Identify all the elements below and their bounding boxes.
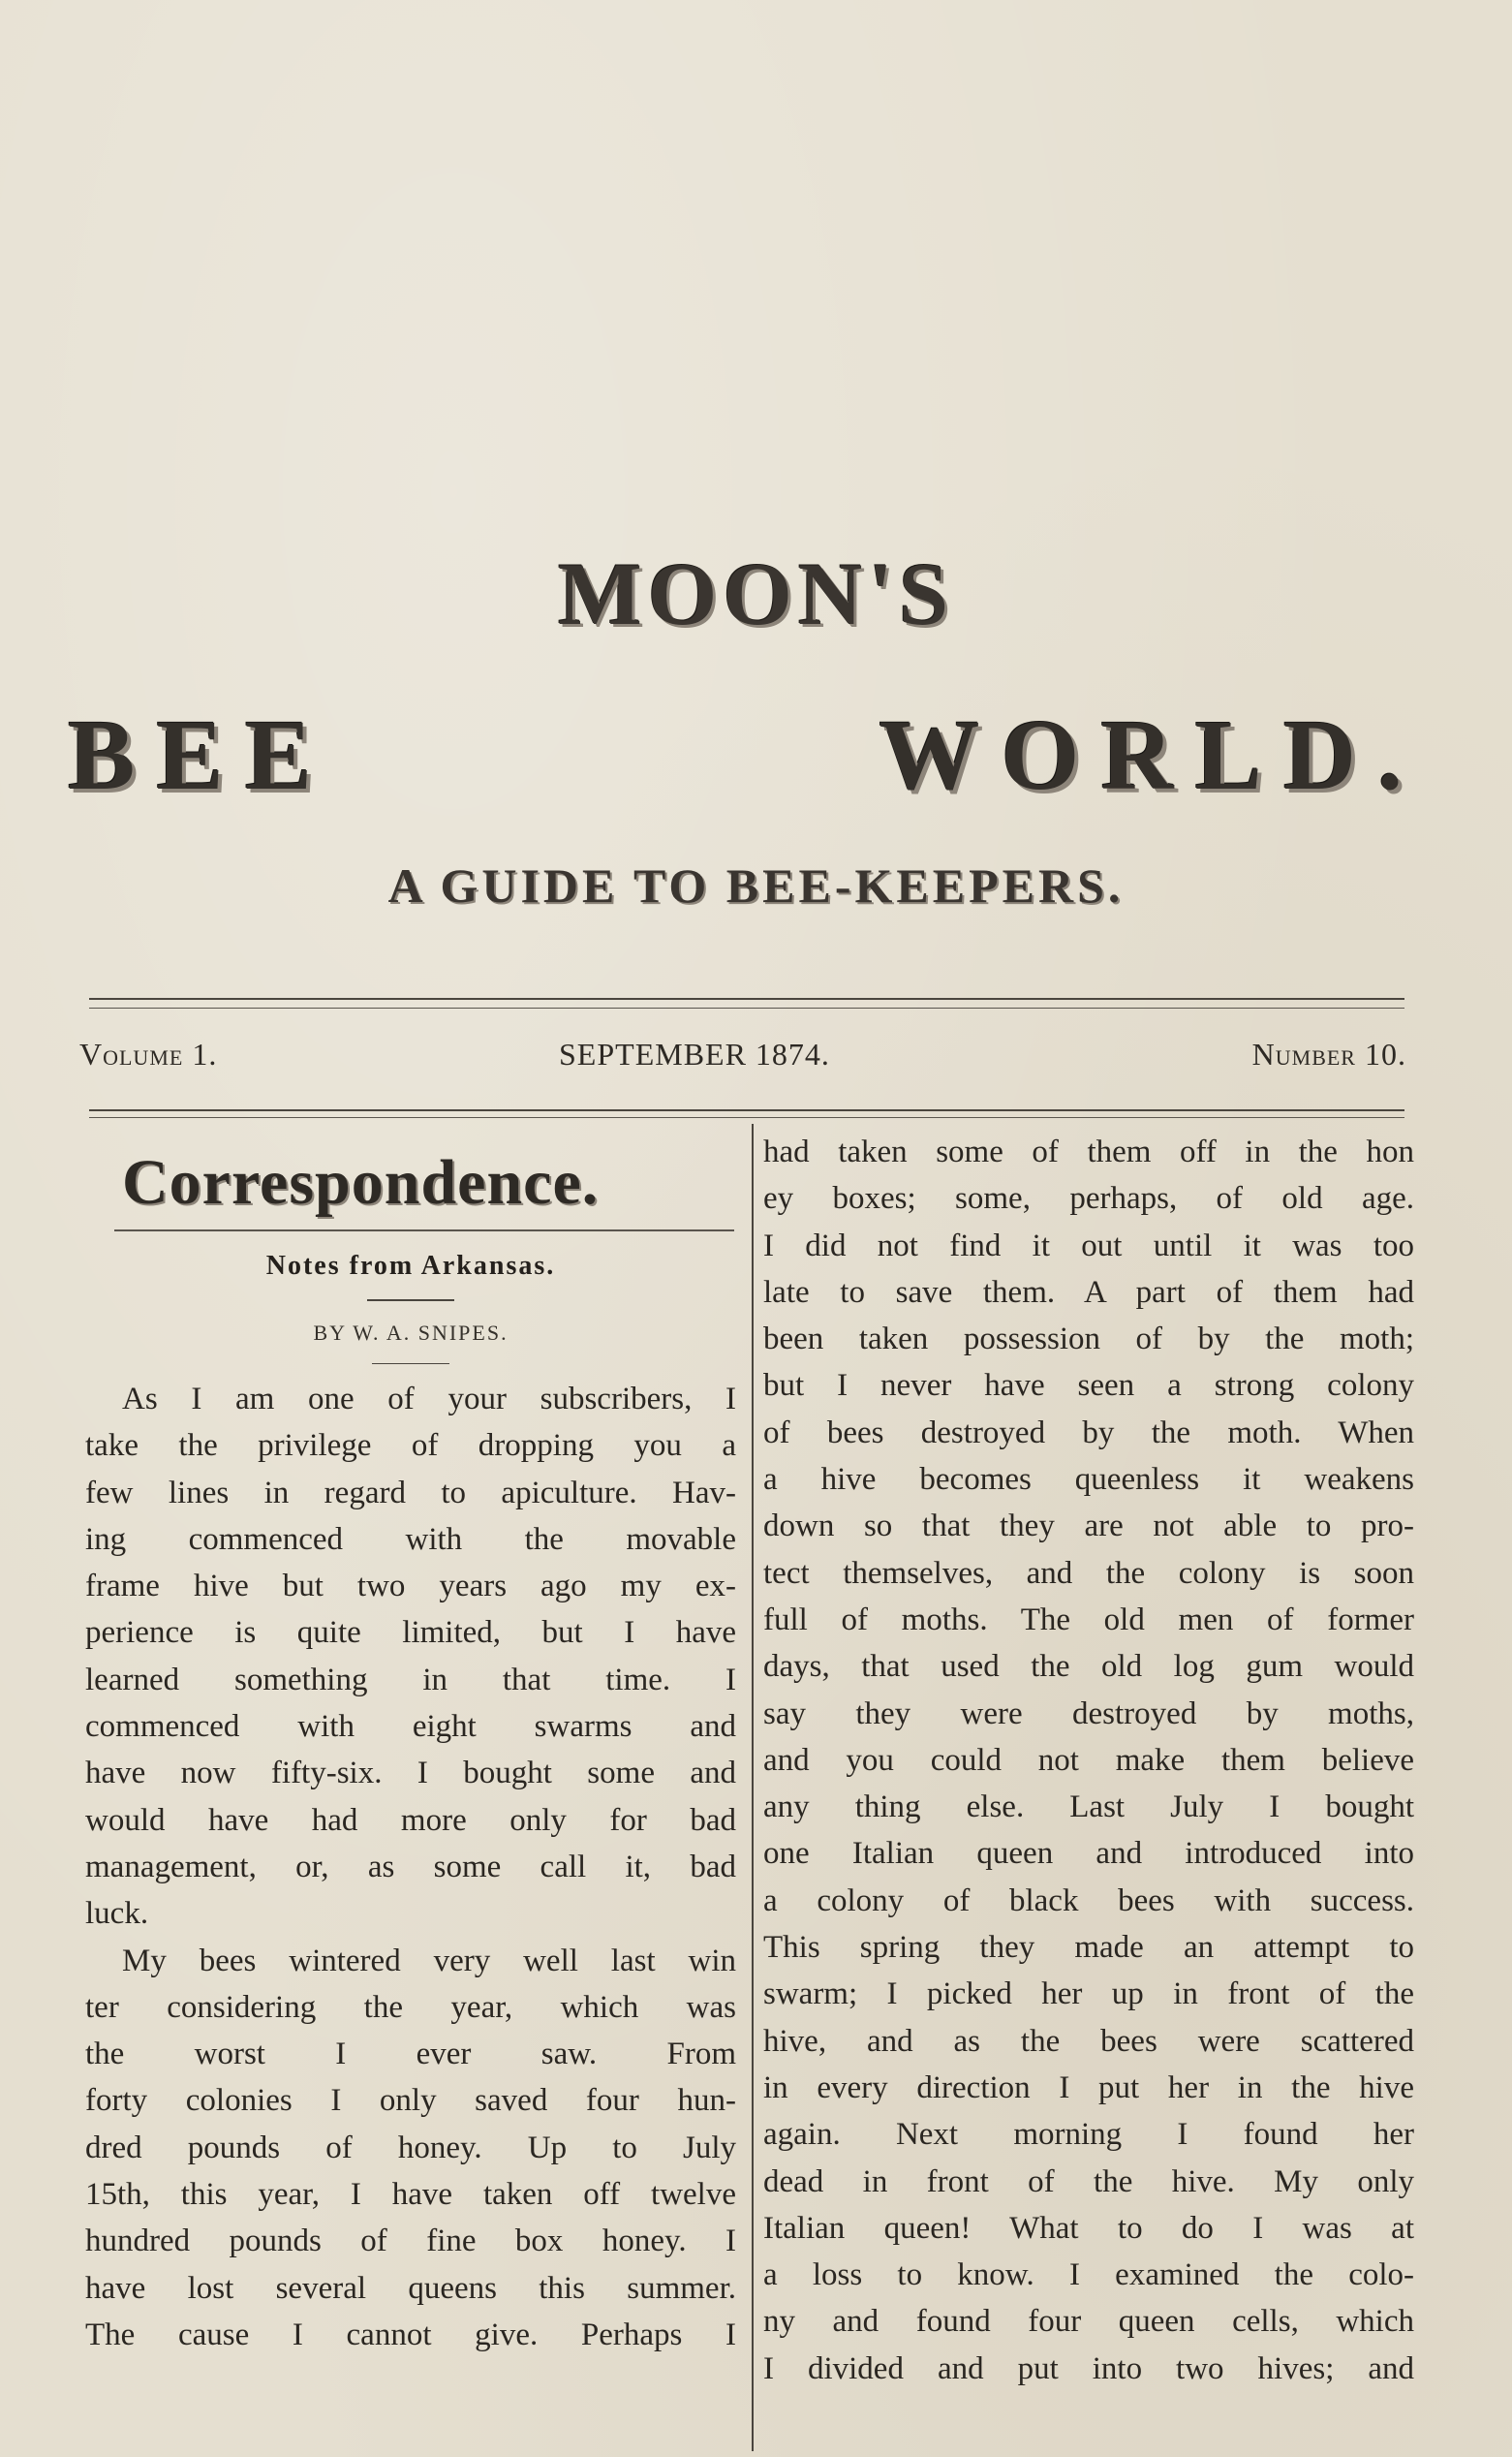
body-line: days, that used the old log gum would [763,1649,1414,1685]
body-line: My bees wintered very well last win [122,1943,736,1978]
masthead-rule-top-thin [89,1008,1404,1009]
body-line: The cause I cannot give. Perhaps I [85,2317,736,2352]
body-line: ey boxes; some, perhaps, of old age. [763,1181,1414,1217]
body-line: ing commenced with the movable [85,1521,736,1557]
body-line: but I never have seen a strong colony [763,1368,1414,1404]
body-line: commenced with eight swarms and [85,1709,736,1745]
body-line: perience is quite limited, but I have [85,1615,736,1651]
body-line: luck. [85,1896,149,1932]
body-line: of bees destroyed by the moth. When [763,1415,1414,1450]
body-line: any thing else. Last July I bought [763,1789,1414,1825]
article-body-left [85,1376,736,2358]
column-divider [752,1124,754,2451]
issue-rule-bottom-thin [89,1117,1404,1118]
body-line: I divided and put into two hives; and [763,2350,1414,2386]
masthead-word-world: WORLD. [879,700,1424,811]
body-line: again. Next morning I found her [763,2117,1414,2153]
body-line: the worst I ever saw. From [85,2037,736,2072]
body-line: learned something in that time. I [85,1662,736,1697]
section-heading: Correspondence. [122,1147,600,1218]
body-line: and you could not make them believe [763,1742,1414,1778]
issue-date: SEPTEMBER 1874. [559,1037,830,1072]
body-line: frame hive but two years ago my ex- [85,1569,736,1604]
masthead-subtitle: A GUIDE TO BEE-KEEPERS. [387,858,1125,913]
volume-label: Volume 1. [79,1037,218,1072]
article-byline: BY W. A. SNIPES. [313,1321,509,1345]
body-line: have lost several queens this summer. [85,2270,736,2306]
body-line: would have had more only for bad [85,1802,736,1838]
issue-number: Number 10. [1251,1037,1406,1072]
left-column [85,1129,736,2358]
body-line: have now fifty-six. I bought some and [85,1756,736,1791]
body-line: ter considering the year, which was [85,1989,736,2025]
title-rule [367,1299,454,1301]
masthead-rule-top [89,998,1404,1000]
body-line: a colony of black bees with success. [763,1882,1414,1918]
body-line: full of moths. The old men of former [763,1602,1414,1637]
body-line: a hive becomes queenless it weakens [763,1462,1414,1498]
byline-rule [372,1363,449,1364]
issue-info-line [79,1037,1406,1085]
body-line: hundred pounds of fine box honey. I [85,2224,736,2259]
body-line: in every direction I put her in the hive [763,2069,1414,2105]
body-line: ny and found four queen cells, which [763,2304,1414,2340]
article-body-right [763,1129,1414,2392]
masthead-word-bee: BEE [68,700,334,811]
section-heading-rule [114,1229,734,1231]
body-line: 15th, this year, I have taken off twelve [85,2177,736,2213]
body-line: forty colonies I only saved four hun- [85,2083,736,2119]
body-line: one Italian queen and introduced into [763,1836,1414,1872]
masthead-main-title [68,698,1424,813]
masthead-title-line1: MOON'S [557,544,955,643]
body-line: take the privilege of dropping you a [85,1428,736,1464]
article-title: Notes from Arkansas. [265,1251,556,1281]
body-line: hive, and as the bees were scattered [763,2023,1414,2059]
body-line: Italian queen! What to do I was at [763,2210,1414,2246]
body-line: a loss to know. I examined the colo- [763,2257,1414,2293]
body-line: I did not find it out until it was too [763,1228,1414,1263]
body-line: tect themselves, and the colony is soon [763,1555,1414,1591]
body-line: been taken possession of by the moth; [763,1322,1414,1357]
body-line: dred pounds of honey. Up to July [85,2130,736,2165]
body-line: down so that they are not able to pro- [763,1508,1414,1544]
body-line: say they were destroyed by moths, [763,1695,1414,1731]
body-line: few lines in regard to apiculture. Hav- [85,1475,736,1510]
issue-rule-bottom [89,1109,1404,1111]
body-line: swarm; I picked her up in front of the [763,1976,1414,2012]
body-line: late to save them. A part of them had [763,1274,1414,1310]
body-line: This spring they made an attempt to [763,1930,1414,1966]
body-line: dead in front of the hive. My only [763,2163,1414,2199]
body-line: had taken some of them off in the hon [763,1135,1414,1169]
body-line: As I am one of your subscribers, I [122,1382,736,1416]
body-line: management, or, as some call it, bad [85,1849,736,1884]
right-column [763,1129,1414,2392]
